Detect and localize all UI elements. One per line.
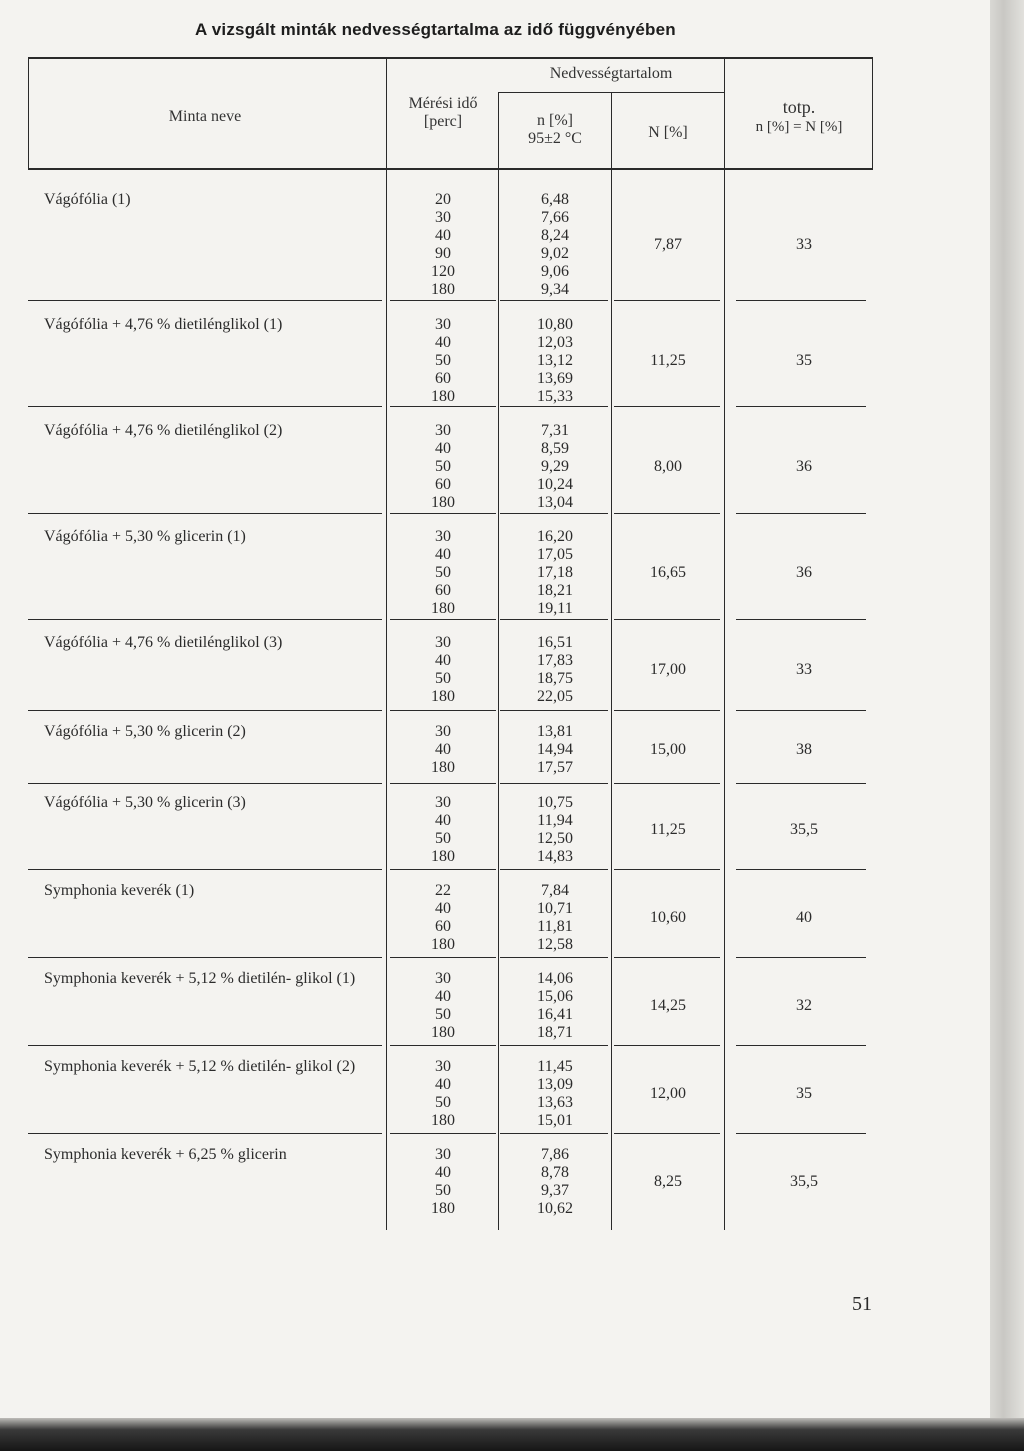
N-value: 11,25 — [650, 821, 686, 838]
sample-name: Vágófólia + 4,76 % dietilénglikol (2) — [44, 422, 283, 439]
n-value: 7,31 — [541, 422, 569, 439]
n-value: 16,20 — [537, 528, 573, 545]
meresi-ido-list — [388, 1146, 498, 1218]
row-separator — [614, 406, 720, 407]
n-value-list — [500, 1058, 610, 1130]
meresi-ido-value: 40 — [435, 546, 451, 563]
totp-value: 36 — [796, 564, 812, 581]
meresi-ido-value: 22 — [435, 882, 451, 899]
n-value: 18,21 — [537, 582, 573, 599]
meresi-ido-value: 20 — [435, 191, 451, 208]
row-separator — [500, 869, 608, 870]
n-value: 13,09 — [537, 1076, 573, 1093]
row-separator — [614, 957, 720, 958]
row-separator — [736, 710, 866, 711]
meresi-ido-value: 30 — [435, 634, 451, 651]
n-value: 13,69 — [537, 370, 573, 387]
n-value: 9,34 — [541, 281, 569, 298]
row-separator — [28, 513, 382, 514]
sample-name: Vágófólia + 5,30 % glicerin (1) — [44, 528, 246, 545]
n-value: 9,02 — [541, 245, 569, 262]
n-value: 17,83 — [537, 652, 573, 669]
meresi-ido-value: 180 — [431, 1200, 455, 1217]
col-sep-minta — [386, 57, 387, 1230]
n-value: 15,06 — [537, 988, 573, 1005]
n-value: 11,81 — [537, 918, 573, 935]
row-separator — [736, 1133, 866, 1134]
meresi-ido-value: 180 — [431, 600, 455, 617]
col-sep-N — [724, 57, 725, 1230]
meresi-ido-value: 30 — [435, 316, 451, 333]
meresi-ido-value: 40 — [435, 741, 451, 758]
N-value: 17,00 — [650, 661, 686, 678]
n-value-list — [500, 794, 610, 866]
header-n-percent: n [%] — [537, 112, 573, 129]
meresi-ido-value: 180 — [431, 936, 455, 953]
row-separator — [28, 1045, 382, 1046]
row-separator — [28, 619, 382, 620]
meresi-ido-value: 50 — [435, 352, 451, 369]
row-separator — [390, 406, 496, 407]
row-separator — [500, 957, 608, 958]
meresi-ido-value: 40 — [435, 1164, 451, 1181]
sample-name: Symphonia keverék + 5,12 % dietilén- glikol (1) — [44, 970, 356, 987]
row-separator — [736, 869, 866, 870]
row-separator — [736, 406, 866, 407]
n-value: 22,05 — [537, 688, 573, 705]
n-value: 7,66 — [541, 209, 569, 226]
N-value: 12,00 — [650, 1085, 686, 1102]
meresi-ido-value: 30 — [435, 970, 451, 987]
n-value: 14,83 — [537, 848, 573, 865]
meresi-ido-value: 40 — [435, 652, 451, 669]
row-separator — [390, 619, 496, 620]
meresi-ido-value: 50 — [435, 458, 451, 475]
n-value: 7,86 — [541, 1146, 569, 1163]
meresi-ido-value: 180 — [431, 1112, 455, 1129]
meresi-ido-value: 40 — [435, 900, 451, 917]
n-value-list — [500, 422, 610, 512]
n-value: 10,24 — [537, 476, 573, 493]
meresi-ido-value: 40 — [435, 227, 451, 244]
header-minta-neve: Minta neve — [168, 108, 242, 125]
row-separator — [500, 1045, 608, 1046]
row-separator — [390, 783, 496, 784]
meresi-ido-value: 60 — [435, 582, 451, 599]
meresi-ido-value: 180 — [431, 494, 455, 511]
n-value: 17,18 — [537, 564, 573, 581]
row-separator — [614, 300, 720, 301]
sample-name: Symphonia keverék + 6,25 % glicerin — [44, 1146, 287, 1163]
row-separator — [390, 513, 496, 514]
n-value: 12,58 — [537, 936, 573, 953]
n-value: 11,45 — [537, 1058, 573, 1075]
row-separator — [614, 1133, 720, 1134]
N-value: 15,00 — [650, 741, 686, 758]
meresi-ido-value: 180 — [431, 281, 455, 298]
row-separator — [736, 957, 866, 958]
row-separator — [28, 406, 382, 407]
meresi-ido-value: 180 — [431, 848, 455, 865]
meresi-ido-value: 30 — [435, 209, 451, 226]
n-value: 12,03 — [537, 334, 573, 351]
totp-value: 35 — [796, 352, 812, 369]
meresi-ido-list — [388, 528, 498, 618]
n-value: 18,75 — [537, 670, 573, 687]
meresi-ido-list — [388, 316, 498, 406]
n-value: 14,06 — [537, 970, 573, 987]
n-value: 10,75 — [537, 794, 573, 811]
table-right-border — [872, 57, 873, 170]
page-number: 51 — [852, 1293, 872, 1315]
n-value: 16,51 — [537, 634, 573, 651]
n-value: 9,29 — [541, 458, 569, 475]
n-value: 8,78 — [541, 1164, 569, 1181]
row-separator — [28, 783, 382, 784]
n-value-list — [500, 723, 610, 777]
header-n-temp: 95±2 °C — [528, 130, 582, 147]
row-separator — [736, 1045, 866, 1046]
meresi-ido-value: 50 — [435, 830, 451, 847]
meresi-ido-value: 50 — [435, 1182, 451, 1199]
n-value: 15,01 — [537, 1112, 573, 1129]
table-left-border — [28, 57, 29, 170]
meresi-ido-value: 30 — [435, 794, 451, 811]
meresi-ido-value: 60 — [435, 476, 451, 493]
row-separator — [390, 1133, 496, 1134]
totp-value: 36 — [796, 458, 812, 475]
header-totp-condition: n [%] = N [%] — [755, 119, 843, 135]
header-totp: totp. — [782, 97, 816, 117]
sample-name: Vágófólia + 4,76 % dietilénglikol (1) — [44, 316, 283, 333]
meresi-ido-value: 30 — [435, 1146, 451, 1163]
sample-name: Vágófólia + 5,30 % glicerin (3) — [44, 794, 246, 811]
book-page-edge — [990, 0, 1024, 1451]
row-separator — [736, 300, 866, 301]
row-separator — [736, 619, 866, 620]
meresi-ido-value: 40 — [435, 988, 451, 1005]
meresi-ido-list — [388, 634, 498, 706]
col-sep-meresi — [498, 92, 499, 1230]
n-value-list — [500, 316, 610, 406]
n-value: 11,94 — [537, 812, 573, 829]
n-value: 7,84 — [541, 882, 569, 899]
n-value: 18,71 — [537, 1024, 573, 1041]
row-separator — [500, 619, 608, 620]
n-value: 14,94 — [537, 741, 573, 758]
row-separator — [500, 513, 608, 514]
n-value: 13,81 — [537, 723, 573, 740]
totp-value: 35,5 — [790, 821, 818, 838]
meresi-ido-value: 180 — [431, 759, 455, 776]
meresi-ido-value: 120 — [431, 263, 455, 280]
row-separator — [390, 1045, 496, 1046]
n-value-list — [500, 528, 610, 618]
meresi-ido-value: 50 — [435, 564, 451, 581]
n-value: 8,24 — [541, 227, 569, 244]
row-separator — [736, 513, 866, 514]
totp-value: 32 — [796, 997, 812, 1014]
row-separator — [28, 957, 382, 958]
n-value: 10,71 — [537, 900, 573, 917]
N-value: 10,60 — [650, 909, 686, 926]
meresi-ido-value: 50 — [435, 1094, 451, 1111]
meresi-ido-value: 60 — [435, 370, 451, 387]
meresi-ido-value: 30 — [435, 723, 451, 740]
scan-bottom-edge — [0, 1418, 1024, 1451]
n-value: 10,62 — [537, 1200, 573, 1217]
table-header-bottom-border — [28, 168, 873, 170]
row-separator — [614, 783, 720, 784]
meresi-ido-value: 40 — [435, 812, 451, 829]
n-value-list — [500, 634, 610, 706]
totp-value: 35,5 — [790, 1173, 818, 1190]
meresi-ido-value: 50 — [435, 1006, 451, 1023]
meresi-ido-value: 40 — [435, 440, 451, 457]
n-value-list — [500, 882, 610, 954]
meresi-ido-value: 50 — [435, 670, 451, 687]
row-separator — [390, 869, 496, 870]
n-value: 13,63 — [537, 1094, 573, 1111]
row-separator — [28, 710, 382, 711]
totp-value: 40 — [796, 909, 812, 926]
meresi-ido-list — [388, 191, 498, 299]
N-value: 16,65 — [650, 564, 686, 581]
N-value: 8,00 — [654, 458, 682, 475]
n-value-list — [500, 970, 610, 1042]
row-separator — [390, 710, 496, 711]
sample-name: Vágófólia + 4,76 % dietilénglikol (3) — [44, 634, 283, 651]
n-value: 9,06 — [541, 263, 569, 280]
row-separator — [500, 710, 608, 711]
table-top-border — [28, 57, 873, 59]
meresi-ido-list — [388, 882, 498, 954]
meresi-ido-list — [388, 970, 498, 1042]
totp-value: 33 — [796, 236, 812, 253]
n-value: 13,04 — [537, 494, 573, 511]
meresi-ido-value: 90 — [435, 245, 451, 262]
n-value: 10,80 — [537, 316, 573, 333]
row-separator — [28, 869, 382, 870]
n-value: 9,37 — [541, 1182, 569, 1199]
header-meresi-ido: Mérési idő — [408, 95, 478, 112]
header-nedvessegtartalom: Nedvességtartalom — [549, 65, 673, 82]
totp-value: 33 — [796, 661, 812, 678]
meresi-ido-list — [388, 1058, 498, 1130]
row-separator — [390, 300, 496, 301]
meresi-ido-list — [388, 422, 498, 512]
meresi-ido-value: 180 — [431, 1024, 455, 1041]
n-value: 15,33 — [537, 388, 573, 405]
n-value-list — [500, 191, 610, 299]
N-value: 11,25 — [650, 352, 686, 369]
meresi-ido-value: 30 — [435, 528, 451, 545]
row-separator — [614, 869, 720, 870]
row-separator — [614, 619, 720, 620]
page-title: A vizsgált minták nedvességtartalma az idő függvényében — [195, 20, 676, 39]
sample-name: Vágófólia + 5,30 % glicerin (2) — [44, 723, 246, 740]
N-value: 14,25 — [650, 997, 686, 1014]
row-separator — [614, 710, 720, 711]
n-value-list — [500, 1146, 610, 1218]
n-value: 16,41 — [537, 1006, 573, 1023]
n-value: 6,48 — [541, 191, 569, 208]
sample-name: Symphonia keverék + 5,12 % dietilén- glikol (2) — [44, 1058, 356, 1075]
meresi-ido-value: 40 — [435, 334, 451, 351]
n-value: 19,11 — [537, 600, 573, 617]
n-value: 12,50 — [537, 830, 573, 847]
n-value: 17,57 — [537, 759, 573, 776]
n-value: 13,12 — [537, 352, 573, 369]
row-separator — [614, 1045, 720, 1046]
row-separator — [500, 300, 608, 301]
row-separator — [500, 783, 608, 784]
meresi-ido-value: 180 — [431, 388, 455, 405]
row-separator — [28, 300, 382, 301]
row-separator — [500, 406, 608, 407]
totp-value: 35 — [796, 1085, 812, 1102]
header-meresi-ido-unit: [perc] — [423, 113, 463, 130]
meresi-ido-value: 40 — [435, 1076, 451, 1093]
row-separator — [500, 1133, 608, 1134]
meresi-ido-value: 60 — [435, 918, 451, 935]
row-separator — [614, 513, 720, 514]
row-separator — [390, 957, 496, 958]
nedvesseg-underline — [498, 92, 724, 93]
N-value: 8,25 — [654, 1173, 682, 1190]
row-separator — [736, 783, 866, 784]
meresi-ido-list — [388, 794, 498, 866]
sample-name: Vágófólia (1) — [44, 191, 131, 208]
n-value: 8,59 — [541, 440, 569, 457]
row-separator — [28, 1133, 382, 1134]
header-N-percent: N [%] — [648, 124, 688, 141]
meresi-ido-list — [388, 723, 498, 777]
meresi-ido-value: 30 — [435, 422, 451, 439]
meresi-ido-value: 180 — [431, 688, 455, 705]
sample-name: Symphonia keverék (1) — [44, 882, 195, 899]
n-value: 17,05 — [537, 546, 573, 563]
meresi-ido-value: 30 — [435, 1058, 451, 1075]
totp-value: 38 — [796, 741, 812, 758]
N-value: 7,87 — [654, 236, 682, 253]
